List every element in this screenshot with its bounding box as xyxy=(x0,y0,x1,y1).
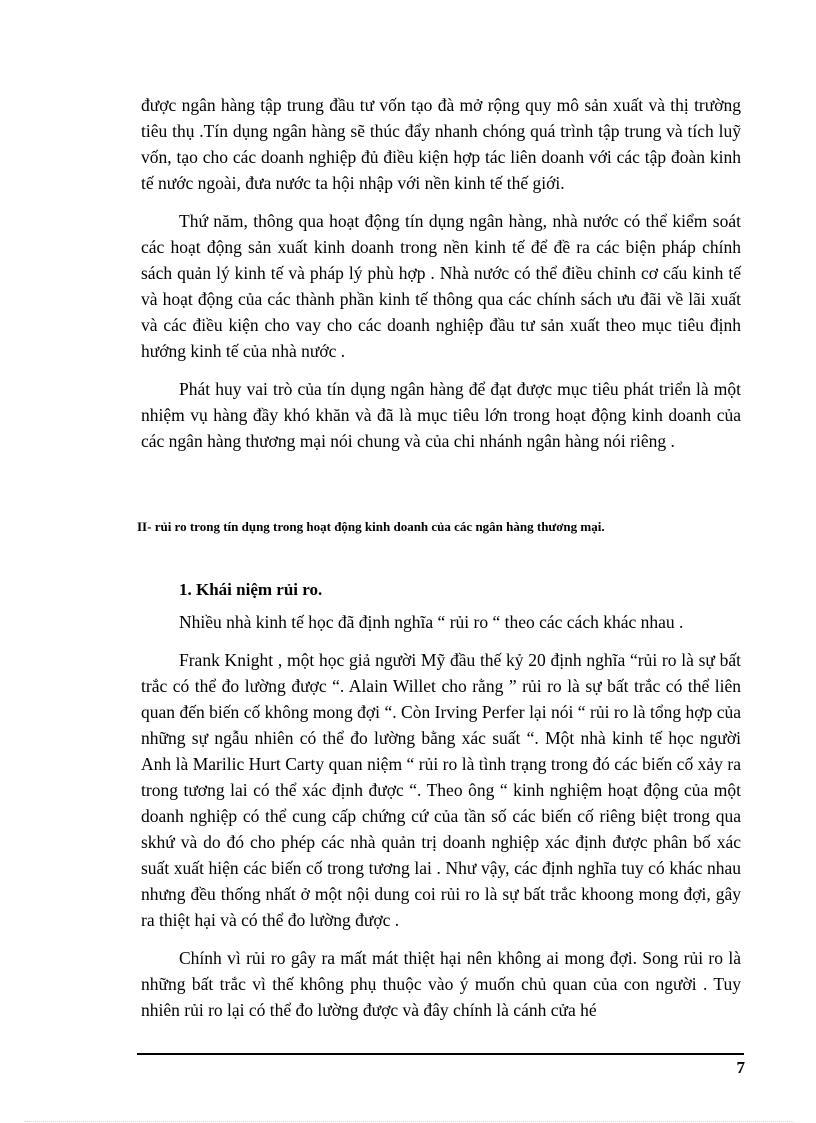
paragraph-phat-huy: Phát huy vai trò của tín dụng ngân hàng để đạt được mục tiêu phát triển là một nhiệm vụ hàng đầy khó khăn và đã là mục tiêu lớn trong hoạt động kinh doanh của các ngân hàng thương mại nói chung và của chi nhánh ngân hàng nói riêng . xyxy=(141,379,741,451)
footer-divider xyxy=(137,1053,744,1055)
paragraph-frank-knight: Frank Knight , một học giả người Mỹ đầu thế kỷ 20 định nghĩa “rủi ro là sự bất trắc có thể đo lường được “. Alain Willet cho rằng ” rủi ro là sự bất trắc có thể liên quan đến biến cố không mong đợi “. Còn Irving Perfer lại nói “ rủi ro là tổng hợp của những sự ngẫu nhiên có thể đo lường bằng xác suất “. Một nhà kinh tế học người Anh là Marilic Hurt Carty quan niệm “ rủi ro là tình trạng trong đó các biến cố xảy ra trong tương lai có thể xác định được “. Theo ông “ kinh nghiệm hoạt động của một doanh nghiệp có thể cung cấp chứng cứ của tần số các biến cố riêng biệt trong qua skhứ và do đó cho phép các nhà quản trị doanh nghiệp xác định được phân bố xác suất xuất hiện các biến cố trong tương lai . Như vậy, các định nghĩa tuy có khác nhau nhưng đều thống nhất ở một nội dung coi rủi ro là sự bất trắc khoong mong đợi, gây ra thiệt hại và có thể đo lường được . xyxy=(141,650,741,930)
body-text-top xyxy=(141,92,741,466)
paragraph-definitions-intro: Nhiều nhà kinh tế học đã định nghĩa “ rủi ro “ theo các cách khác nhau . xyxy=(179,612,684,632)
page-edge-line xyxy=(24,1121,794,1122)
subsection-heading: 1. Khái niệm rủi ro. xyxy=(179,580,323,599)
paragraph-chinh-vi: Chính vì rủi ro gây ra mất mát thiệt hại nên không ai mong đợi. Song rủi ro là những bất trắc vì thế không phụ thuộc vào ý muốn chủ quan của con người . Tuy nhiên rủi ro lại có thể đo lường được và đây chính là cánh cửa hé xyxy=(141,948,741,1020)
section-heading: II- rủi ro trong tín dụng trong hoạt động kinh doanh của các ngân hàng thương mại. xyxy=(137,519,605,534)
paragraph-thu-nam: Thứ năm, thông qua hoạt động tín dụng ngân hàng, nhà nước có thể kiểm soát các hoạt động sản xuất kinh doanh trong nền kinh tế để đề ra các biện pháp chính sách quản lý kinh tế và pháp lý phù hợp . Nhà nước có thể điều chỉnh cơ cấu kinh tế và hoạt động của các thành phần kinh tế thông qua các chính sách ưu đãi về lãi xuất và các điều kiện cho vay cho các doanh nghiệp đầu tư sản xuất theo mục tiêu định hướng kinh tế của nhà nước . xyxy=(141,211,741,361)
body-text-bottom xyxy=(141,577,741,1035)
page-number: 7 xyxy=(736,1058,745,1077)
paragraph-continuation: được ngân hàng tập trung đầu tư vốn tạo đà mở rộng quy mô sản xuất và thị trường tiêu thụ .Tín dụng ngân hàng sẽ thúc đẩy nhanh chóng quá trình tập trung và tích luỹ vốn, tạo cho các doanh nghiệp đủ điều kiện hợp tác liên doanh với các tập đoàn kinh tế nước ngoài, đưa nước ta hội nhập với nền kinh tế thế giới. xyxy=(141,95,741,193)
